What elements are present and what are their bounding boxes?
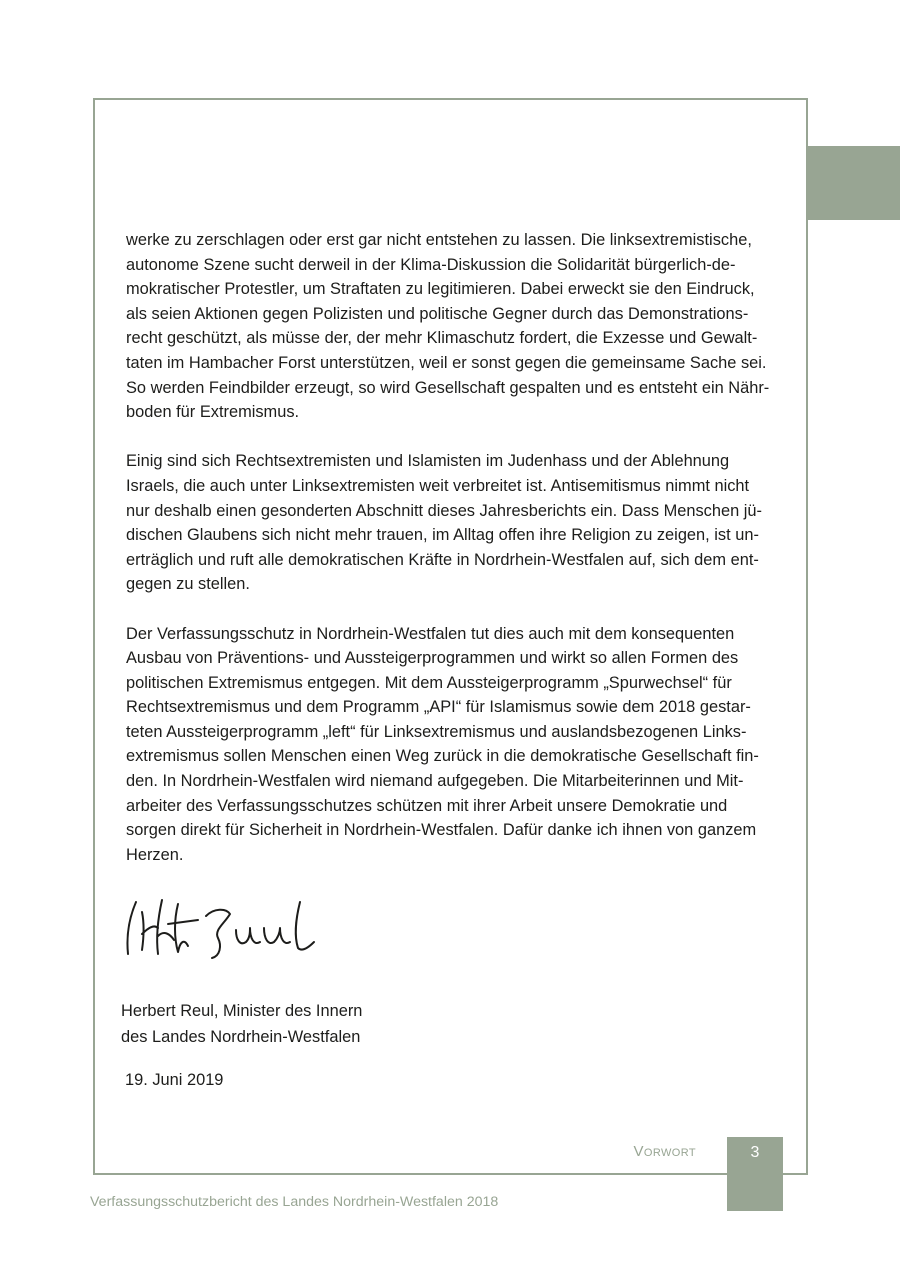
text-line: Israels, die auch unter Linksextremisten weit verbreitet ist. Antisemitismus nimmt nicht bbox=[126, 476, 750, 495]
text-line: Ausbau von Präventions- und Aussteigerprogrammen und wirkt so allen Formen des bbox=[126, 649, 739, 668]
signer-name: Herbert Reul, Minister des Innern bbox=[121, 1002, 363, 1020]
signer-block bbox=[121, 998, 362, 1050]
text-line: erträglich und ruft alle demokratischen Kräfte in Nordrhein-Westfalen auf, sich dem ent- bbox=[126, 550, 759, 569]
text-line: boden für Extremismus. bbox=[126, 403, 300, 422]
footer-text: Verfassungsschutzbericht des Landes Nordrhein-Westfalen 2018 bbox=[90, 1194, 499, 1210]
text-line: Einig sind sich Rechtsextremisten und Islamisten im Judenhass und der Ablehnung bbox=[126, 452, 730, 471]
text-line: den. In Nordrhein-Westfalen wird niemand aufgegeben. Die Mitarbeiterinnen und Mit- bbox=[126, 772, 744, 791]
text-line: Herzen. bbox=[126, 845, 184, 864]
text-line: dischen Glaubens sich nicht mehr trauen, im Alltag offen ihre Religion zu zeigen, ist un- bbox=[126, 526, 759, 545]
text-line: nur deshalb einen gesonderten Abschnitt dieses Jahresberichts ein. Dass Menschen jü- bbox=[126, 501, 762, 520]
text-line: teten Aussteigerprogramm „left“ für Linksextremismus und auslandsbezogenen Links- bbox=[126, 722, 747, 741]
text-line: autonome Szene sucht derweil in der Klima-Diskussion die Solidarität bürgerlich-de- bbox=[126, 255, 736, 274]
text-line: extremismus sollen Menschen einen Weg zurück in die demokratische Gesellschaft fin- bbox=[126, 747, 759, 766]
section-label: Vorwort bbox=[633, 1143, 696, 1160]
body-text bbox=[126, 228, 796, 892]
page-number-box bbox=[727, 1137, 783, 1211]
text-line: Der Verfassungsschutz in Nordrhein-Westfalen tut dies auch mit dem konsequenten bbox=[126, 624, 735, 643]
text-line: politischen Extremismus entgegen. Mit dem Aussteigerprogramm „Spurwechsel“ für bbox=[126, 673, 732, 692]
text-line: So werden Feindbilder erzeugt, so wird Gesellschaft gespalten und es entsteht ein Nähr- bbox=[126, 378, 770, 397]
text-line: gegen zu stellen. bbox=[126, 575, 250, 594]
text-line: mokratischer Protestler, um Straftaten zu legitimieren. Dabei erweckt sie den Eindruck, bbox=[126, 280, 755, 299]
text-line: als seien Aktionen gegen Polizisten und politische Gegner durch das Demonstrations- bbox=[126, 304, 749, 323]
text-line: werke zu zerschlagen oder erst gar nicht entstehen zu lassen. Die linksextremistische, bbox=[126, 231, 752, 249]
signature-icon bbox=[122, 894, 328, 960]
text-line: taten im Hambacher Forst unterstützen, weil er sonst gegen die gemeinsame Sache sei. bbox=[126, 353, 767, 372]
text-line: sorgen direkt für Sicherheit in Nordrhein-Westfalen. Dafür danke ich ihnen von ganzem bbox=[126, 821, 757, 840]
signer-affiliation: des Landes Nordrhein-Westfalen bbox=[121, 1028, 361, 1046]
text-line: recht geschützt, als müsse der, der mehr Klimaschutz fordert, die Exzesse und Gewalt- bbox=[126, 329, 758, 348]
text-line: Rechtsextremismus und dem Programm „API“ für Islamismus sowie dem 2018 gestar- bbox=[126, 698, 751, 717]
text-line: arbeiter des Verfassungsschutzes schützen mit ihrer Arbeit unsere Demokratie und bbox=[126, 796, 728, 815]
side-tab-marker bbox=[808, 146, 900, 220]
document-date: 19. Juni 2019 bbox=[125, 1071, 224, 1089]
paragraph bbox=[126, 622, 796, 868]
page-number: 3 bbox=[750, 1144, 760, 1161]
paragraph bbox=[126, 228, 796, 425]
paragraph bbox=[126, 449, 796, 597]
